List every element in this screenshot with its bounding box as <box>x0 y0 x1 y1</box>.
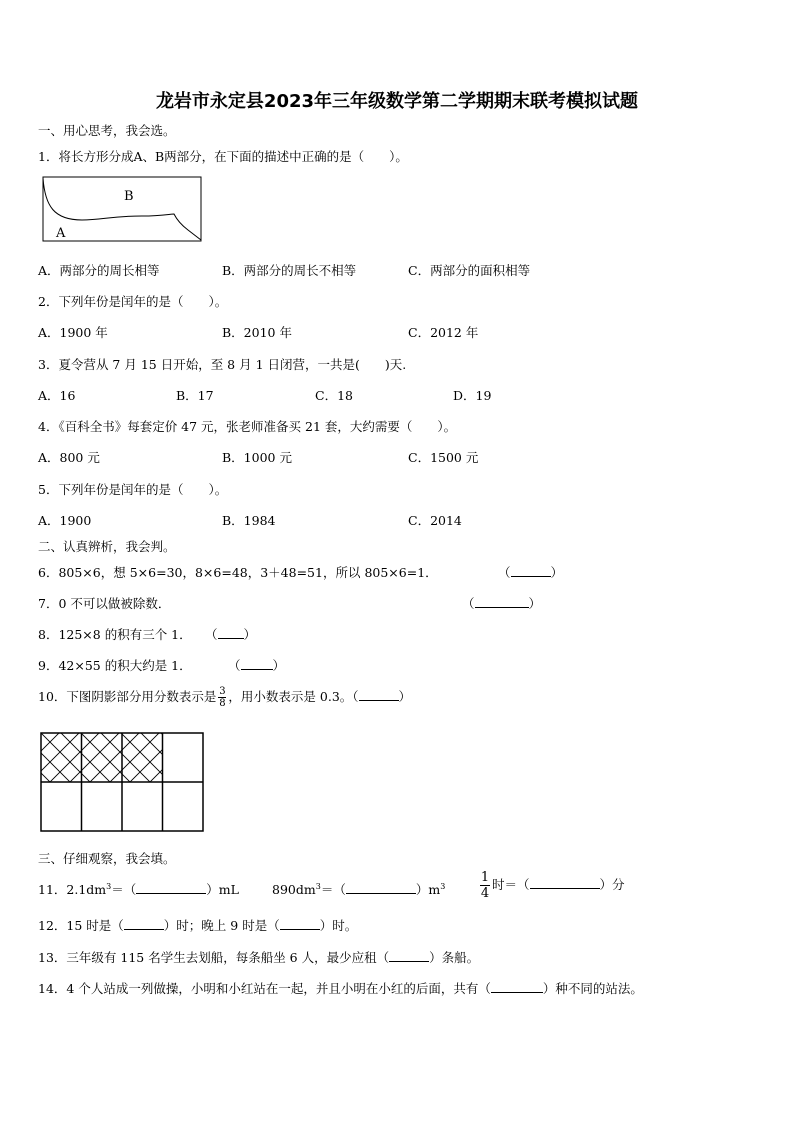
paren-left: （ <box>498 565 511 580</box>
q4-option-a[interactable]: A．800 元 <box>38 450 100 465</box>
q10-answer-blank[interactable] <box>359 688 399 701</box>
question-2-text: 2．下列年份是闰年的是（ ）。 <box>38 294 228 309</box>
q1-option-c[interactable]: C．两部分的面积相等 <box>408 263 531 278</box>
question-13-line <box>38 948 479 966</box>
question-3-text: 3．夏令营从 7 月 15 日开始，至 8 月 1 日闭营，一共是( )天. <box>38 357 407 372</box>
q12-blank-1[interactable] <box>124 917 164 930</box>
q11-text-part: ＝（ <box>111 882 137 897</box>
q11-blank-2[interactable] <box>346 881 416 894</box>
question-10-line <box>38 686 411 709</box>
q3-option-a[interactable]: A．16 <box>38 388 76 403</box>
q10-text-part: 10．下图阴影部分用分数表示是 <box>38 689 217 704</box>
q5-option-b[interactable]: B．1984 <box>222 513 276 528</box>
blank-line <box>218 626 244 639</box>
q2-option-a[interactable]: A．1900 年 <box>38 325 108 340</box>
superscript: 3 <box>440 881 446 891</box>
fraction-denominator: 8 <box>219 698 226 709</box>
paren-left: （ <box>228 658 241 673</box>
blank-line <box>511 564 551 577</box>
shaded-grid-figure <box>40 732 206 834</box>
shaded-cell <box>82 733 123 782</box>
q1-option-a[interactable]: A．两部分的周长相等 <box>38 263 160 278</box>
superscript: 3 <box>315 881 321 891</box>
q14-text-part: 14．4 个人站成一列做操，小明和小红站在一起，并且小明在小红的后面，共有（ <box>38 981 491 996</box>
q11-text-part: ）m <box>415 882 441 897</box>
paren-right: ） <box>272 658 286 673</box>
q11-blank-3[interactable] <box>530 876 600 889</box>
paren-right: ） <box>243 627 257 642</box>
q12-text-part: 12．15 时是（ <box>38 918 124 933</box>
question-7-text: 7．0 不可以做被除数． <box>38 596 171 611</box>
q4-option-c[interactable]: C．1500 元 <box>408 450 479 465</box>
q10-text-part: ，用小数表示是 0.3。（ <box>228 689 359 704</box>
question-5-text: 5．下列年份是闰年的是（ ）。 <box>38 482 228 497</box>
question-11-line <box>38 880 239 898</box>
fraction-numerator: 1 <box>480 870 490 885</box>
q8-answer-blank[interactable] <box>205 625 256 643</box>
rectangle-divided-figure <box>42 176 202 242</box>
q12-blank-2[interactable] <box>280 917 320 930</box>
q14-blank[interactable] <box>491 980 543 993</box>
q3-option-c[interactable]: C．18 <box>315 388 353 403</box>
fraction <box>480 870 490 901</box>
q13-text-part: 13．三年级有 115 名学生去划船，每条船坐 6 人，最少应租（ <box>38 950 390 965</box>
q13-text-part: ）条船。 <box>429 950 480 965</box>
blank-line <box>475 595 529 608</box>
q11-text-part: 890dm <box>272 882 316 897</box>
shaded-cell <box>41 733 82 782</box>
paren-left: （ <box>205 627 218 642</box>
paren-right: ） <box>528 596 542 611</box>
q11-text-part: 11．2.1dm <box>38 882 107 897</box>
section-2-heading: 二、认真辨析，我会判。 <box>38 539 176 554</box>
figure-label-b: B <box>124 189 134 204</box>
question-6-text: 6．805×6，想 5×6=30，8×6=48，3＋48=51，所以 805×6=1． <box>38 565 438 580</box>
question-1-text: 1．将长方形分成A、B两部分，在下面的描述中正确的是（ ）。 <box>38 149 408 164</box>
q11-text-part: ＝（ <box>320 882 346 897</box>
fraction-denominator: 4 <box>480 886 490 901</box>
q10-text-part: ） <box>398 689 412 704</box>
section-1-heading: 一、用心思考，我会选。 <box>38 123 176 138</box>
fraction <box>218 686 226 709</box>
superscript: 3 <box>106 881 112 891</box>
q1-option-b[interactable]: B．两部分的周长不相等 <box>222 263 357 278</box>
question-11-part-2 <box>272 880 445 898</box>
q2-option-b[interactable]: B．2010 年 <box>222 325 292 340</box>
q9-answer-blank[interactable] <box>228 656 285 674</box>
paren-right: ） <box>550 565 564 580</box>
q11-blank-1[interactable] <box>136 881 206 894</box>
q14-text-part: ）种不同的站法。 <box>542 981 643 996</box>
q4-option-b[interactable]: B．1000 元 <box>222 450 292 465</box>
question-11-part-3 <box>478 870 625 901</box>
question-4-text: 4．《百科全书》每套定价 47 元，张老师准备买 21 套，大约需要（ ）。 <box>38 419 457 434</box>
q12-text-part: ）时。 <box>319 918 358 933</box>
section-3-heading: 三、仔细观察，我会填。 <box>38 851 176 866</box>
paren-left: （ <box>462 596 475 611</box>
q11-text-part: ）mL <box>206 882 239 897</box>
fraction-numerator: 3 <box>219 686 226 697</box>
shaded-cell <box>122 733 163 782</box>
q3-option-b[interactable]: B．17 <box>176 388 214 403</box>
question-12-line <box>38 916 357 934</box>
q2-option-c[interactable]: C．2012 年 <box>408 325 479 340</box>
page-title: 龙岩市永定县2023年三年级数学第二学期期末联考模拟试题 <box>155 91 639 112</box>
question-9-text: 9．42×55 的积大约是 1． <box>38 658 192 673</box>
q11-text-part: 时＝（ <box>492 877 530 892</box>
q6-answer-blank[interactable] <box>498 563 563 581</box>
q11-text-part: ）分 <box>599 877 625 892</box>
q5-option-c[interactable]: C．2014 <box>408 513 462 528</box>
q5-option-a[interactable]: A．1900 <box>38 513 92 528</box>
q12-text-part: ）时；晚上 9 时是（ <box>163 918 280 933</box>
question-8-text: 8．125×8 的积有三个 1． <box>38 627 192 642</box>
figure-label-a: A <box>56 226 66 241</box>
q3-option-d[interactable]: D．19 <box>453 388 492 403</box>
q7-answer-blank[interactable] <box>462 594 541 612</box>
blank-line <box>241 657 273 670</box>
q13-blank[interactable] <box>389 949 429 962</box>
question-14-line <box>38 979 643 997</box>
